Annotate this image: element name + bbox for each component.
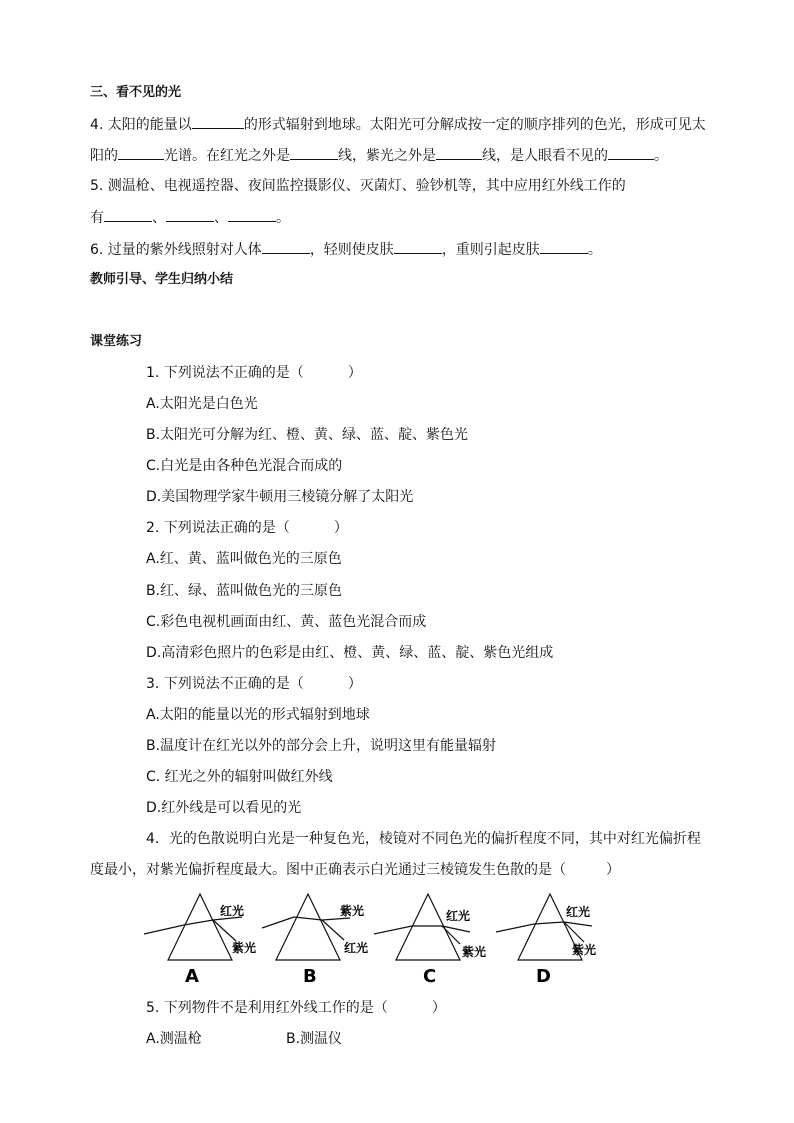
option[interactable]: B.测温仪 [286,1031,343,1047]
answer-blank[interactable] [262,240,310,254]
prism-panel-c[interactable] [374,894,486,987]
incident-ray [374,926,412,934]
prism-panel-d[interactable] [496,894,596,987]
upper-label: 紫光 [340,904,365,918]
panel-letter: B [303,966,317,987]
option[interactable]: C. 红光之外的辐射叫做红外线 [146,769,333,785]
practice-q2-stem [146,519,348,537]
text: 4. 太阳的能量以 [90,117,192,133]
option[interactable]: D.美国物理学家牛顿用三棱镜分解了太阳光 [146,489,414,505]
text: 。 [587,242,602,258]
text: 线，是人眼看不见的 [482,148,608,164]
answer-blank[interactable] [192,115,244,129]
text: 1. 下列说法不正确的是（ [146,365,304,381]
section-heading: 三、看不见的光 [90,85,182,100]
upper-label: 红光 [220,904,245,918]
answer-blank[interactable] [118,146,164,160]
answer-blank[interactable] [166,208,214,222]
text: 有 [90,210,104,226]
text: 的形式辐射到地球。太阳光可分解成按一定的顺序排列的色光，形成可见太 [243,117,706,133]
text: 、 [152,210,166,226]
text: ） [431,1000,446,1016]
panel-letter: A [185,966,199,987]
text: 、 [214,210,228,226]
text: ，重则引起皮肤 [441,242,540,258]
option[interactable]: C.白光是由各种色光混合而成的 [146,458,343,474]
practice-q5-stem [146,999,446,1017]
answer-blank[interactable] [104,208,152,222]
question-6 [90,240,602,259]
lower-label: 紫光 [232,941,257,955]
text: ） [606,862,620,878]
question-5-line-2 [90,208,290,227]
incident-ray [496,924,534,932]
answer-blank[interactable] [540,240,588,254]
answer-blank[interactable] [394,240,442,254]
refracted-ray [184,920,213,925]
option[interactable]: B.温度计在红光以外的部分会上升，说明这里有能量辐射 [146,738,497,754]
text: 光谱。在红光之外是 [164,148,290,164]
lower-label: 红光 [344,941,369,955]
teacher-note: 教师引导、学生归纳小结 [90,272,234,287]
upper-label: 红光 [446,909,471,923]
option[interactable]: A.太阳的能量以光的形式辐射到地球 [146,707,370,723]
upper-label: 红光 [566,905,591,919]
text: ） [347,676,362,692]
lower-ray [213,920,236,941]
panel-letter: D [536,966,551,987]
lower-label: 紫光 [572,943,597,957]
text: 度最小，对紫光偏折程度最大。图中正确表示白光通过三棱镜发生色散的是（ [90,862,566,878]
option[interactable]: A.红、黄、蓝叫做色光的三原色 [146,551,342,567]
answer-blank[interactable] [608,146,654,160]
option[interactable]: A.测温枪 [146,1031,202,1047]
practice-q4-line-1: 4．光的色散说明白光是一种复色光，棱镜对不同色光的偏折程度不同，其中对红光偏折程 [146,831,701,847]
question-4-line-2 [90,146,668,165]
text: 线，紫光之外是 [338,148,436,164]
practice-heading: 课堂练习 [90,334,143,349]
practice-q3-stem [146,675,362,693]
text: 5. 下列物件不是利用红外线工作的是（ [146,1000,388,1016]
text: ，轻则使皮肤 [309,242,394,258]
practice-q1-stem [146,364,362,382]
refracted-ray [294,917,322,920]
refracted-ray [534,922,564,924]
text: 6. 过量的紫外线照射对人体 [90,242,262,258]
option[interactable]: D.红外线是可以看见的光 [146,800,302,816]
practice-q4-line-2 [90,861,620,879]
text: 2. 下列说法正确的是（ [146,520,290,536]
text: 阳的 [90,148,118,164]
option[interactable]: D.高清彩色照片的色彩是由红、橙、黄、绿、蓝、靛、紫色光组成 [146,645,554,661]
answer-blank[interactable] [436,146,482,160]
panel-letter: C [423,966,437,987]
answer-blank[interactable] [228,208,276,222]
option[interactable]: C.彩色电视机画面由红、黄、蓝色光混合而成 [146,614,427,630]
question-5-line-1: 5. 测温枪、电视遥控器、夜间监控摄影仪、灭菌灯、验钞机等，其中应用红外线工作的 [90,178,626,194]
text: 3. 下列说法不正确的是（ [146,676,304,692]
option[interactable]: B.太阳光可分解为红、橙、黄、绿、蓝、靛、紫色光 [146,427,469,443]
prism-dispersion-figure [140,890,610,990]
answer-blank[interactable] [290,146,338,160]
prism-panel-b[interactable] [262,894,368,987]
text: 。 [654,148,668,164]
option[interactable]: B.红、绿、蓝叫做色光的三原色 [146,583,343,599]
incident-ray [262,917,294,928]
lower-label: 紫光 [462,945,487,959]
text: 。 [276,210,290,226]
option[interactable]: A.太阳光是白色光 [146,396,258,412]
incident-ray [144,925,184,934]
text: ） [333,520,348,536]
prism-panel-a[interactable] [144,894,256,987]
question-4-line-1 [90,115,706,134]
upper-ray [322,918,350,920]
text: ） [347,365,362,381]
